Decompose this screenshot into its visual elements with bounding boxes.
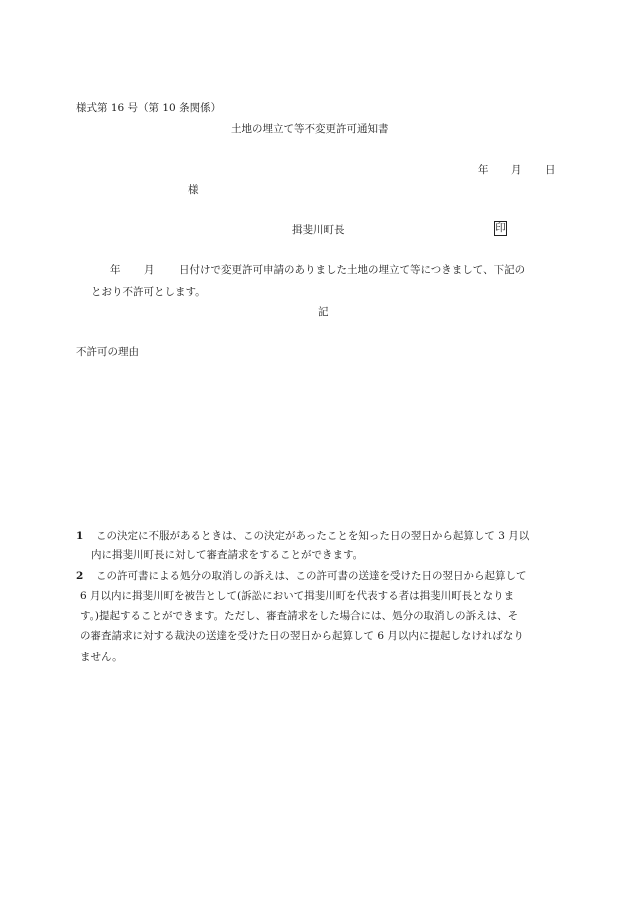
note-number-2: 2 (76, 570, 84, 582)
form-number: 様式第 16 号（第 10 条関係） (76, 102, 222, 114)
date-year-label: 年 (478, 164, 489, 176)
body-month-label: 月 (144, 264, 155, 276)
body-text-line-1: 日付けで変更許可申請のありました土地の埋立て等につきまして、下記の (179, 264, 526, 276)
ki-heading: 記 (318, 306, 329, 318)
note-2-line-2: 6 月以内に揖斐川町を被告として(訴訟において揖斐川町を代表する者は揖斐川町長となりま (80, 590, 515, 602)
note-2-line-1: この許可書による処分の取消しの訴えは、この許可書の送達を受けた日の翌日から起算して (96, 570, 527, 582)
note-1-line-2: 内に揖斐川町長に対して審査請求をすることができます。 (91, 549, 364, 561)
note-2-line-4: の審査請求に対する裁決の送達を受けた日の翌日から起算して 6 月以内に提起しなければなり (80, 630, 524, 642)
addressee-honorific: 様 (188, 184, 199, 196)
body-text-line-2: とおり不許可とします。 (91, 286, 206, 298)
seal-mark: 印 (495, 222, 506, 234)
note-number-1: 1 (76, 530, 84, 542)
refusal-reason-label: 不許可の理由 (76, 346, 139, 358)
note-1-line-1: この決定に不服があるときは、この決定があったことを知った日の翌日から起算して 3 月以 (96, 530, 530, 542)
note-2-line-5: ません。 (80, 651, 123, 663)
date-day-label: 日 (545, 164, 556, 176)
note-2-line-3: す。)提起することができます。ただし、審査請求をした場合には、処分の取消しの訴えは、そ (80, 610, 519, 622)
issuer-name: 揖斐川町長 (292, 224, 345, 236)
document-title: 土地の埋立て等不変更許可通知書 (231, 123, 389, 135)
body-year-label: 年 (110, 264, 121, 276)
date-month-label: 月 (511, 164, 522, 176)
